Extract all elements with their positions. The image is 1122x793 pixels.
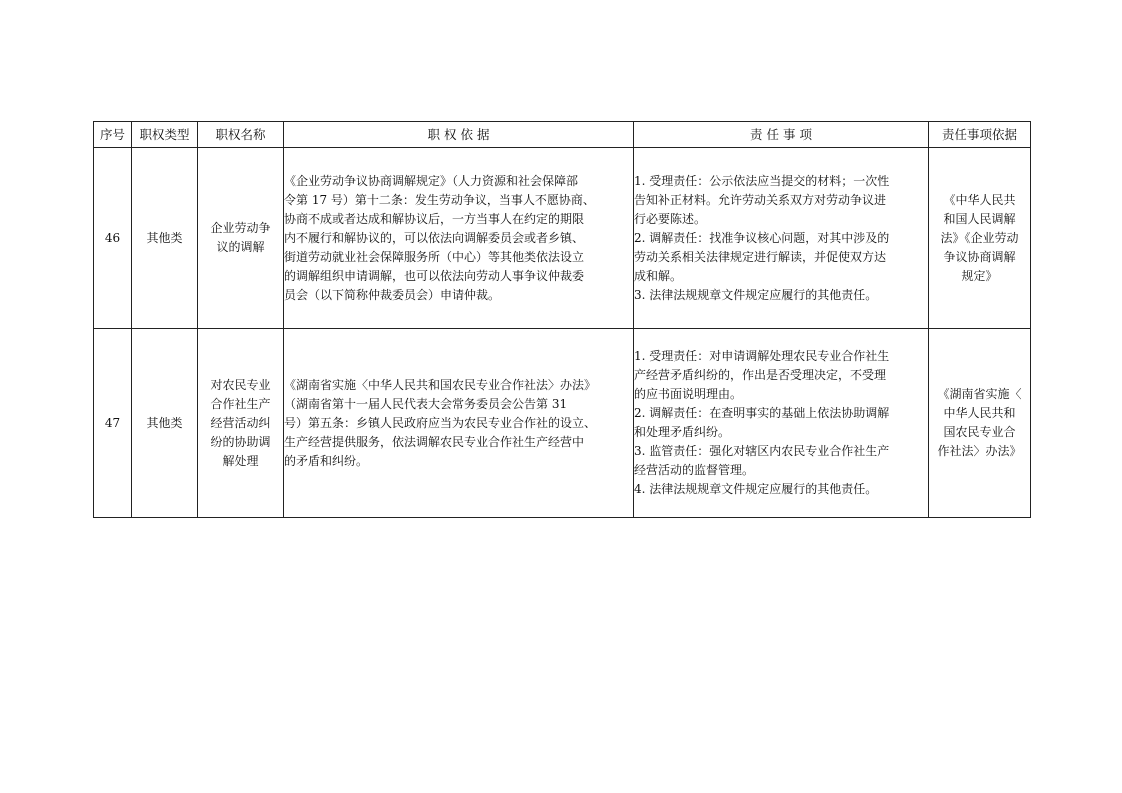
- basis-line: （湖南省第十一届人民代表大会常务委员会公告第 31: [284, 396, 568, 411]
- header-duties: 责 任 事 项: [634, 122, 929, 148]
- duty-basis-line: 《湖南省实施〈: [937, 387, 1022, 401]
- basis-line: 街道劳动就业社会保障服务所（中心）等其他类依法设立: [284, 249, 585, 264]
- header-basis: 职 权 依 据: [284, 122, 634, 148]
- table-header-row: [94, 122, 1031, 148]
- basis-line: 《湖南省实施〈中华人民共和国农民专业合作社法〉办法》: [284, 377, 597, 392]
- duty-line: 3. 监管责任：强化对辖区内农民专业合作社生产: [634, 444, 890, 458]
- row-seq: 46: [94, 148, 132, 329]
- table-row: [94, 148, 1031, 329]
- header-duty-basis: 责任事项依据: [929, 122, 1031, 148]
- basis-line: 协商不成或者达成和解协议后，一方当事人在约定的期限: [284, 211, 585, 226]
- duty-line: 和处理矛盾纠纷。: [634, 425, 731, 439]
- duty-line: 2. 调解责任：在查明事实的基础上依法协助调解: [634, 406, 890, 420]
- duty-line: 4. 法律法规规章文件规定应履行的其他责任。: [634, 482, 878, 496]
- power-name-line: 对农民专业: [210, 377, 271, 392]
- duty-line: 行必要陈述。: [634, 211, 707, 226]
- row-duty-items: [634, 329, 929, 518]
- row-power-basis: [284, 148, 634, 329]
- power-name-line: 企业劳动争: [210, 221, 271, 235]
- duty-basis-line: 国农民专业合: [943, 425, 1016, 439]
- duty-line: 经营活动的监督管理。: [634, 463, 755, 477]
- duty-line: 1. 受理责任：公示依法应当提交的材料；一次性: [634, 173, 890, 188]
- duty-line: 告知补正材料。允许劳动关系双方对劳动争议进: [634, 192, 887, 207]
- row-duty-basis: [929, 148, 1031, 329]
- duty-basis-line: 《中华人民共: [943, 192, 1016, 207]
- power-name-line: 解处理: [222, 453, 259, 468]
- row-power-name: [198, 148, 284, 329]
- basis-line: 的矛盾和纠纷。: [284, 453, 369, 468]
- duty-basis-line: 中华人民共和: [943, 406, 1016, 420]
- basis-line: 员会（以下简称仲裁委员会）申请仲裁。: [284, 287, 501, 302]
- duty-basis-line: 争议协商调解: [943, 249, 1016, 264]
- row-category: 其他类: [132, 148, 198, 329]
- row-category: 其他类: [132, 329, 198, 518]
- basis-line: 的调解组织申请调解，也可以依法向劳动人事争议仲裁委: [284, 268, 585, 283]
- basis-line: 号）第五条：乡镇人民政府应当为农民专业合作社的设立、: [284, 415, 597, 430]
- duty-basis-line: 规定》: [961, 268, 998, 283]
- duty-basis-line: 和国人民调解: [943, 211, 1016, 226]
- basis-line: 内不履行和解协议的，可以依法向调解委员会或者乡镇、: [284, 230, 585, 245]
- power-name-line: 议的调解: [216, 240, 265, 254]
- row-power-name: [198, 329, 284, 518]
- basis-line: 生产经营提供服务，依法调解农民专业合作社生产经营中: [284, 434, 585, 449]
- power-responsibility-table: [93, 121, 1031, 518]
- header-category: 职权类型: [132, 122, 198, 148]
- duty-basis-line: 法》《企业劳动: [940, 230, 1019, 245]
- duty-basis-line: 作社法〉办法》: [937, 444, 1022, 458]
- basis-line: 《企业劳动争议协商调解规定》（人力资源和社会保障部: [284, 173, 579, 188]
- duty-line: 的应书面说明理由。: [634, 387, 743, 401]
- row-power-basis: [284, 329, 634, 518]
- power-name-line: 经营活动纠: [210, 415, 271, 430]
- duty-line: 成和解。: [634, 268, 683, 283]
- header-seq: 序号: [94, 122, 132, 148]
- duty-line: 劳动关系相关法律规定进行解读，并促使双方达: [634, 249, 887, 264]
- duty-line: 3. 法律法规规章文件规定应履行的其他责任。: [634, 287, 878, 302]
- duty-line: 1. 受理责任：对申请调解处理农民专业合作社生: [634, 349, 890, 363]
- row-duty-basis: [929, 329, 1031, 518]
- power-name-line: 纷的协助调: [210, 434, 271, 449]
- duty-line: 产经营矛盾纠纷的，作出是否受理决定，不受理: [634, 368, 887, 382]
- basis-line: 令第 17 号）第十二条：发生劳动争议，当事人不愿协商、: [284, 192, 595, 207]
- header-name: 职权名称: [198, 122, 284, 148]
- duty-line: 2. 调解责任：找准争议核心问题，对其中涉及的: [634, 230, 890, 245]
- row-seq: 47: [94, 329, 132, 518]
- row-duty-items: [634, 148, 929, 329]
- power-name-line: 合作社生产: [210, 396, 271, 411]
- table-row: [94, 329, 1031, 518]
